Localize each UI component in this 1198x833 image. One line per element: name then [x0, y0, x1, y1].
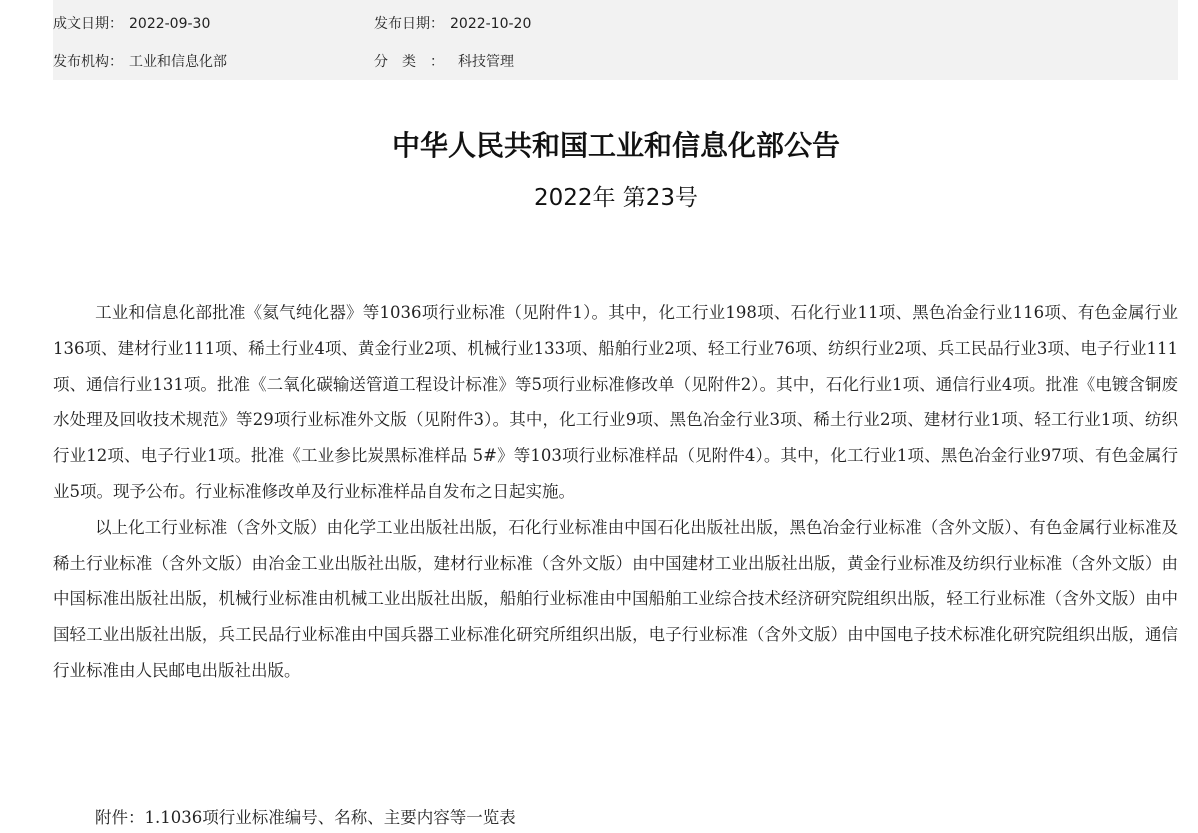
document-meta-panel	[53, 0, 1178, 80]
written-date-label: 成文日期：	[53, 16, 123, 32]
document-number: 2022年 第23号	[533, 185, 699, 211]
category-value: 科技管理	[458, 54, 514, 70]
written-date-field	[53, 4, 210, 44]
issuer-value: 工业和信息化部	[129, 54, 227, 70]
publish-date-field	[374, 4, 531, 44]
meta-row-dates	[53, 4, 1178, 44]
body-paragraph: 工业和信息化部批准《氦气纯化器》等1036项行业标准（见附件1）。其中，化工行业198项、石化行业11项、黑色冶金行业116项、有色金属行业136项、建材行业111项、稀土行业4项、黄金行业2项、机械行业133项、船舶行业2项、轻工行业76项、纺织行业2项、兵工民品行业3项、电子行业111项、通信行业131项。批准《二氧化碳输送管道工程设计标准》等5项行业标准修改单（见附件2）。其中，石化行业1项、通信行业4项。批准《电镀含铜废水处理及回收技术规范》等29项行业标准外文版（见附件3）。其中，化工行业9项、黑色冶金行业3项、稀土行业2项、建材行业1项、轻工行业1项、纺织行业12项、电子行业1项。批准《工业参比炭黑标准样品 5#》等103项行业标准样品（见附件4）。其中，化工行业1项、黑色冶金行业97项、有色金属行业5项。现予公布。行业标准修改单及行业标准样品自发布之日起实施。	[53, 303, 1178, 501]
document-body	[53, 295, 1178, 689]
attachment-line: 附件：1.1036项行业标准编号、名称、主要内容等一览表	[95, 808, 516, 827]
category-label: 分类：	[374, 54, 458, 70]
document-title: 中华人民共和国工业和信息化部公告	[391, 129, 840, 162]
publish-date-label: 发布日期：	[374, 16, 444, 32]
issuer-field	[53, 42, 227, 82]
publish-date-value: 2022-10-20	[450, 16, 532, 32]
category-field	[374, 42, 514, 82]
body-paragraph: 以上化工行业标准（含外文版）由化学工业出版社出版，石化行业标准由中国石化出版社出版，黑色冶金行业标准（含外文版）、有色金属行业标准及稀土行业标准（含外文版）由冶金工业出版社出版，建材行业标准（含外文版）由中国建材工业出版社出版，黄金行业标准及纺织行业标准（含外文版）由中国标准出版社出版，机械行业标准由机械工业出版社出版，船舶行业标准由中国船舶工业综合技术经济研究院组织出版，轻工行业标准（含外文版）由中国轻工业出版社出版，兵工民品行业标准由中国兵器工业标准化研究所组织出版，电子行业标准（含外文版）由中国电子技术标准化研究院组织出版，通信行业标准由人民邮电出版社出版。	[53, 517, 1178, 680]
meta-row-issuer	[53, 42, 1178, 82]
issuer-label: 发布机构：	[53, 54, 123, 70]
written-date-value: 2022-09-30	[129, 16, 211, 32]
